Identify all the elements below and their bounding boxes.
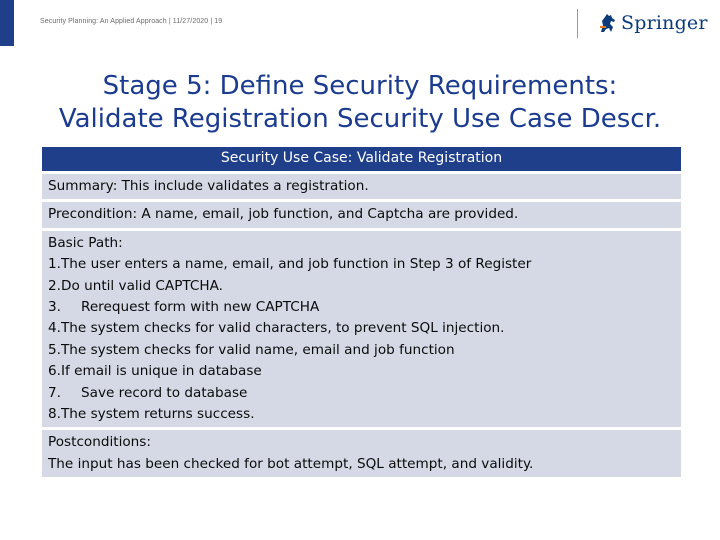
list-item <box>48 404 675 425</box>
precondition-text: A name, email, job function, and Captcha are provided. <box>141 206 519 223</box>
summary-row <box>42 174 681 199</box>
step-number: 2. <box>48 277 61 294</box>
header-divider <box>577 9 578 38</box>
table-header: Security Use Case: Validate Registration <box>42 147 681 171</box>
step-number: 1. <box>48 256 61 273</box>
step-text: The system checks for valid characters, to prevent SQL injection. <box>60 320 505 337</box>
springer-logo <box>598 9 708 37</box>
step-text: The system returns success. <box>60 406 255 423</box>
slide-title <box>20 70 700 136</box>
precondition-label: Precondition: <box>48 206 138 223</box>
slide-header: Security Planning: An Applied Approach | 11/27/2020 | 19 <box>40 18 223 25</box>
precondition-row <box>42 202 681 227</box>
step-number: 6. <box>48 363 61 380</box>
title-line-2: Validate Registration Security Use Case Descr. <box>58 104 662 134</box>
step-text: Save record to database <box>80 384 248 401</box>
step-text: The system checks for valid name, email and job function <box>60 341 455 358</box>
left-accent-bar <box>0 0 14 46</box>
step-text: If email is unique in database <box>60 363 262 380</box>
step-text: The user enters a name, email, and job function in Step 3 of Register <box>60 256 532 273</box>
step-number: 5. <box>48 341 61 358</box>
postconditions-row <box>42 430 681 477</box>
title-line-1: Stage 5: Define Security Requirements: <box>102 71 618 101</box>
basic-path-label: Basic Path: <box>48 234 123 251</box>
postconditions-label: Postconditions: <box>48 434 151 451</box>
postconditions-text: The input has been checked for bot attempt, SQL attempt, and validity. <box>48 455 534 472</box>
use-case-table <box>42 144 681 480</box>
logo-text: Springer <box>621 12 708 34</box>
step-number: 8. <box>48 406 61 423</box>
list-item <box>48 340 675 361</box>
list-item <box>48 318 675 339</box>
summary-label: Summary: <box>48 178 118 194</box>
step-text: Do until valid CAPTCHA. <box>60 277 223 294</box>
list-item <box>48 297 675 318</box>
step-number: 7. <box>48 384 61 401</box>
summary-text: This include validates a registration. <box>121 178 369 194</box>
basic-path-row <box>42 231 681 428</box>
springer-horse-icon <box>598 12 618 34</box>
step-number: 4. <box>48 320 61 337</box>
list-item <box>48 383 675 404</box>
step-number: 3. <box>48 299 61 316</box>
table-header-row <box>42 147 681 171</box>
list-item <box>48 361 675 382</box>
step-text: Rerequest form with new CAPTCHA <box>80 299 320 316</box>
list-item <box>48 254 675 275</box>
list-item <box>48 276 675 297</box>
